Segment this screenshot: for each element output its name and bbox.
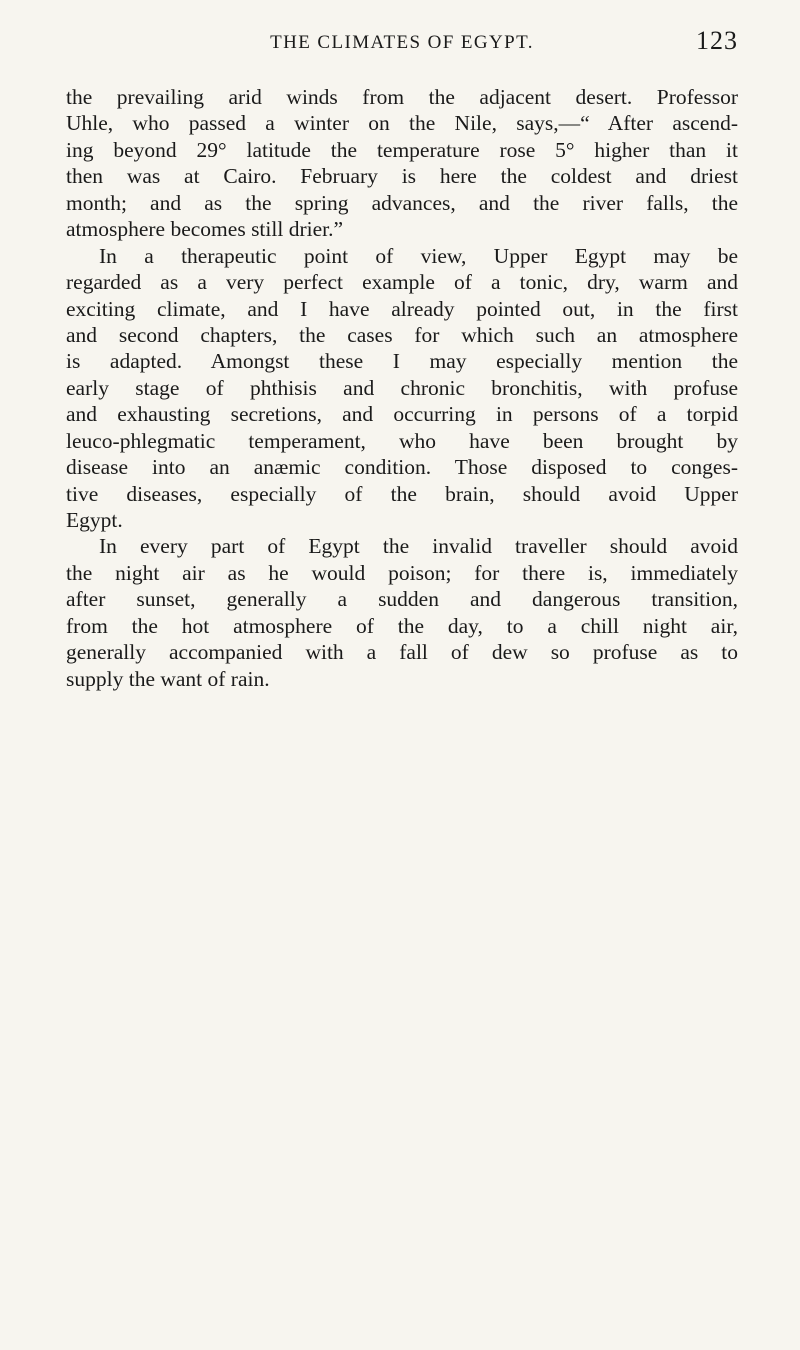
text-line: In a therapeutic point of view, Upper Egypt may be [99, 243, 738, 268]
text-line: ing beyond 29° latitude the temperature rose 5° higher than it [66, 137, 738, 162]
text-line: Uhle, who passed a winter on the Nile, says,—“ After ascend- [66, 111, 738, 136]
text-line: is adapted. Amongst these I may especially mention the [66, 349, 738, 374]
text-line: and exhausting secretions, and occurring in persons of a torpid [66, 402, 738, 427]
text-line: from the hot atmosphere of the day, to a chill night air, [66, 613, 738, 638]
text-line: supply the want of rain. [66, 666, 270, 691]
text-line: In every part of Egypt the invalid traveller should avoid [99, 534, 738, 559]
running-title: THE CLIMATES OF EGYPT. [270, 32, 534, 53]
paragraph-night-air [66, 533, 738, 692]
running-head [66, 26, 738, 60]
text-line: and second chapters, the cases for which such an atmosphere [66, 322, 738, 347]
text-line: disease into an anæmic condition. Those disposed to conges- [66, 455, 738, 480]
text-line: then was at Cairo. February is here the coldest and driest [66, 164, 738, 189]
text-line: the night air as he would poison; for there is, immediately [66, 560, 738, 585]
text-line: early stage of phthisis and chronic bronchitis, with profuse [66, 375, 738, 400]
text-line: Egypt. [66, 508, 123, 532]
text-line: generally accompanied with a fall of dew so profuse as to [66, 640, 738, 665]
paragraph-continuation [66, 84, 738, 243]
body-text [66, 84, 738, 692]
text-line: tive diseases, especially of the brain, should avoid Upper [66, 481, 738, 506]
text-line: after sunset, generally a sudden and dangerous transition, [66, 587, 738, 612]
page-number: 123 [696, 26, 738, 55]
paragraph-therapeutic [66, 243, 738, 534]
text-line: the prevailing arid winds from the adjacent desert. Professor [66, 85, 738, 109]
text-line: month; and as the spring advances, and the river falls, the [66, 190, 738, 215]
text-line: regarded as a very perfect example of a tonic, dry, warm and [66, 270, 738, 295]
text-line: leuco-phlegmatic temperament, who have been brought by [66, 428, 738, 453]
text-line: atmosphere becomes still drier.” [66, 217, 344, 242]
text-line: exciting climate, and I have already pointed out, in the first [66, 296, 738, 321]
